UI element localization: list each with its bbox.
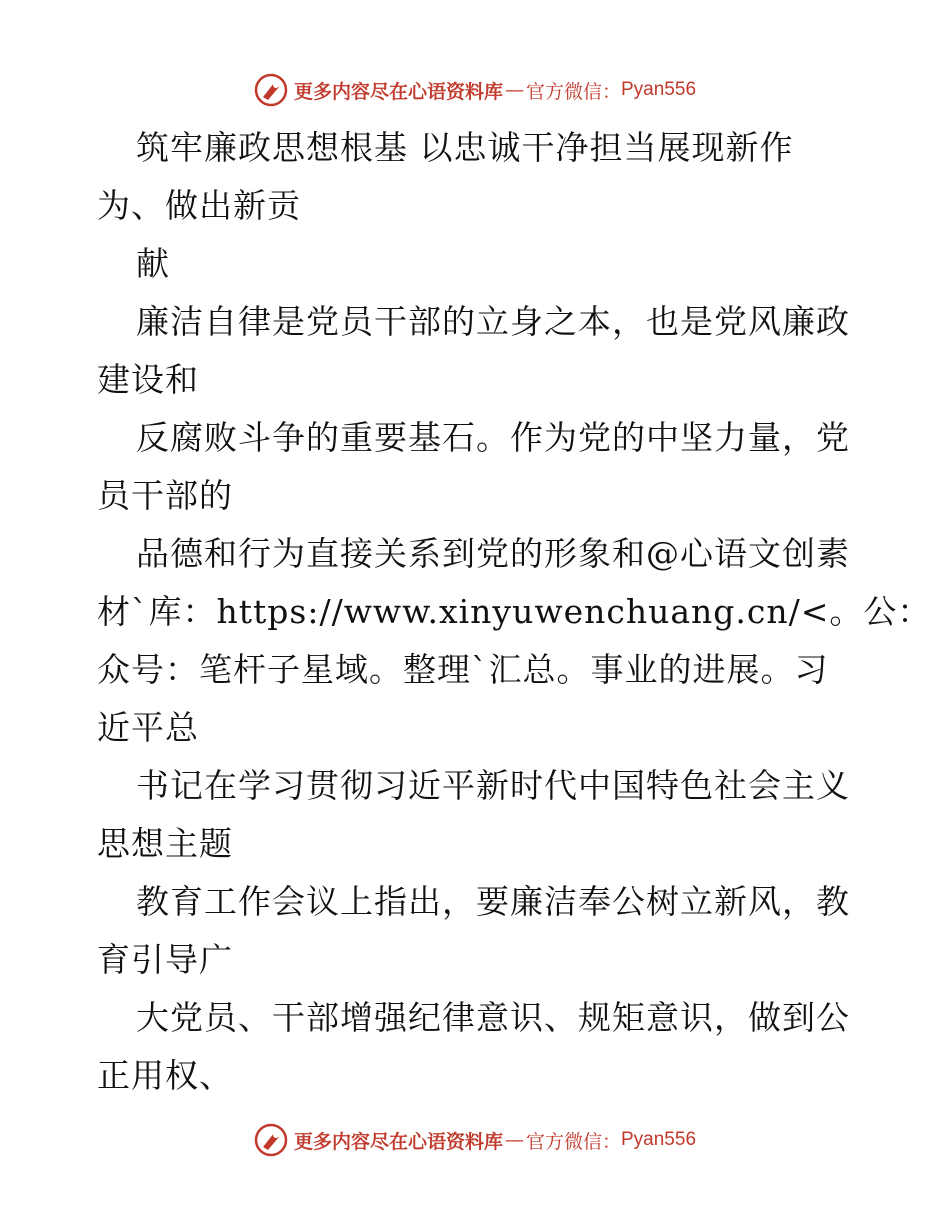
banner-brand-text: 更多内容尽在心语资料库 <box>293 80 503 103</box>
brand-logo-icon <box>254 1123 288 1157</box>
paragraph-line: 材`库：https://www.xinyuwenchuang.cn/<。公： <box>97 592 932 631</box>
title-line-2: 为、做出新贡 <box>97 186 301 225</box>
paragraph-line: 品德和行为直接关系到党的形象和@心语文创素 <box>136 534 850 573</box>
banner-wechat-id: Pyan556 <box>621 79 697 100</box>
paragraph-line: 近平总 <box>97 708 199 747</box>
footer-banner <box>0 1120 950 1160</box>
banner-brand-text: 更多内容尽在心语资料库 <box>293 1130 503 1153</box>
banner-official-label: 官方微信： <box>525 1130 621 1153</box>
banner-wechat-id: Pyan556 <box>621 1129 697 1150</box>
paragraph-line: 众号：笔杆子星域。整理`汇总。事业的进展。习 <box>97 650 829 689</box>
title-line-3: 献 <box>136 244 170 283</box>
title-line-1: 筑牢廉政思想根基 以忠诚干净担当展现新作 <box>136 128 794 167</box>
paragraph-line: 大党员、干部增强纪律意识、规矩意识，做到公 <box>136 998 850 1037</box>
paragraph-line: 建设和 <box>97 360 199 399</box>
paragraph-line: 反腐败斗争的重要基石。作为党的中坚力量，党 <box>136 418 850 457</box>
banner-official-label: 官方微信： <box>525 80 621 103</box>
paragraph-line: 书记在学习贯彻习近平新时代中国特色社会主义 <box>136 766 850 805</box>
banner-dash: — <box>504 1129 524 1151</box>
paragraph-line: 正用权、 <box>97 1056 233 1095</box>
paragraph-line: 教育工作会议上指出，要廉洁奉公树立新风，教 <box>136 882 850 921</box>
paragraph-line: 员干部的 <box>97 476 233 515</box>
banner-dash: — <box>504 79 524 101</box>
brand-logo-icon <box>254 73 288 107</box>
header-banner <box>0 70 950 110</box>
paragraph-line: 廉洁自律是党员干部的立身之本，也是党风廉政 <box>136 302 850 341</box>
paragraph-line: 思想主题 <box>97 824 233 863</box>
paragraph-line: 育引导广 <box>97 940 233 979</box>
